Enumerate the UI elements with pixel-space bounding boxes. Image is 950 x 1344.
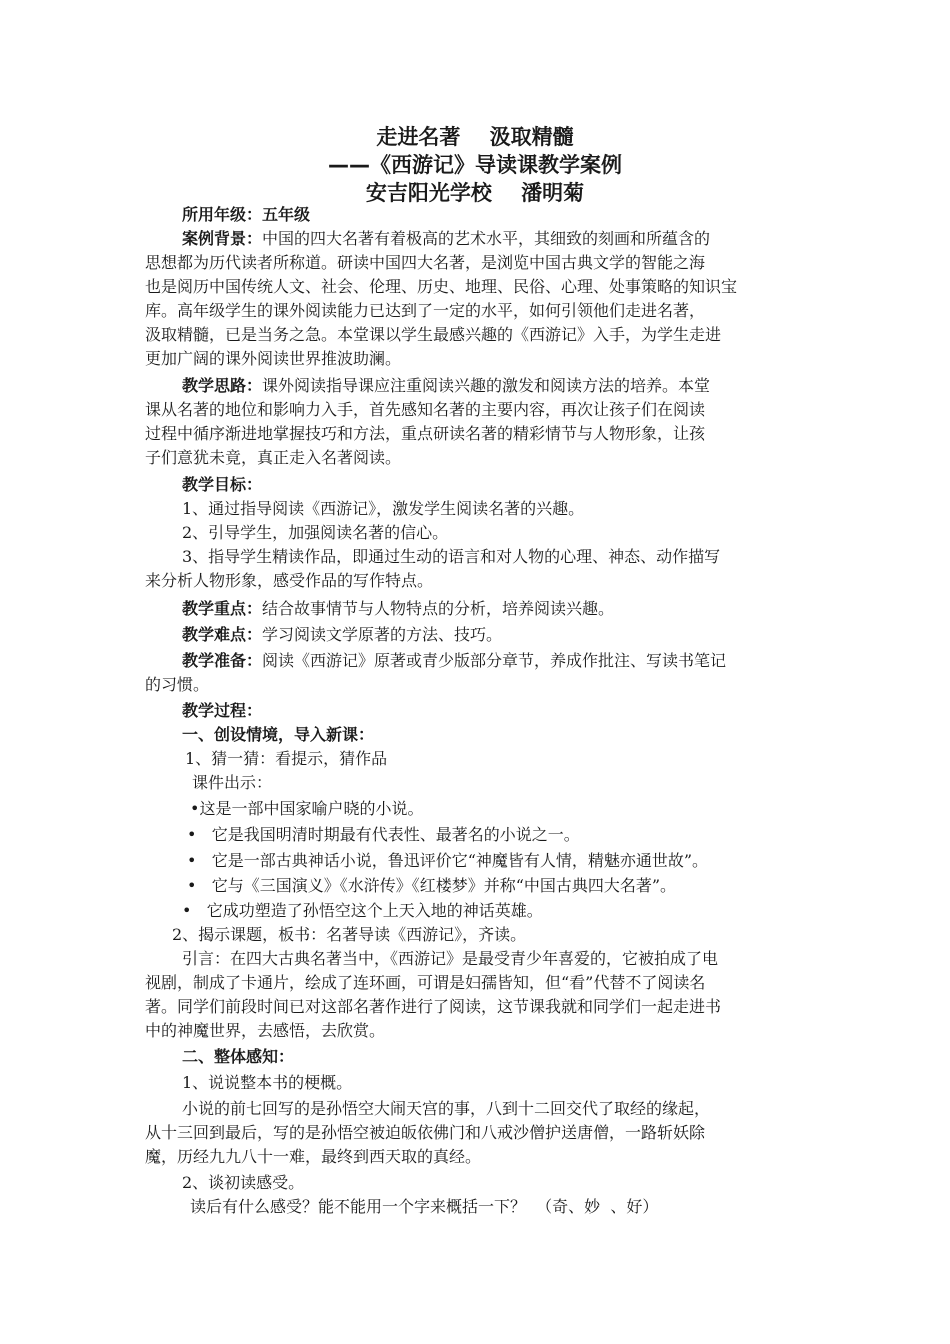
doc-subtitle: ——《西游记》导读课教学案例 xyxy=(328,153,622,177)
intro-line: 视剧，制成了卡通片，绘成了连环画，可谓是妇孺皆知，但“看”代替不了阅读名 xyxy=(145,973,706,992)
doc-author: 安吉阳光学校 潘明菊 xyxy=(365,181,585,205)
background-text: 中国的四大名著有着极高的艺术水平，其细致的刻画和所蕴含的 xyxy=(262,229,711,248)
guess-line: 1、猜一猜：看提示，猜作品 xyxy=(185,749,388,768)
goal-item: 1、通过指导阅读《西游记》，激发学生阅读名著的兴趣。 xyxy=(182,499,585,518)
goal-item: 3、指导学生精读作品，即通过生动的语言和对人物的心理、神态、动作描写 xyxy=(182,547,721,566)
bullet-item: •这是一部中国家喻户晓的小说。 xyxy=(190,799,424,818)
background-line: 思想都为历代读者所称道。研读中国四大名著，是浏览中国古典文学的智能之海 xyxy=(145,253,706,272)
prep-line: 的习惯。 xyxy=(145,675,210,694)
difficulty-label: 教学难点： xyxy=(182,625,263,644)
prep-label: 教学准备： xyxy=(182,651,263,670)
goals-label: 教学目标： xyxy=(182,475,263,494)
background-line: 更加广阔的课外阅读世界推波助澜。 xyxy=(145,349,402,368)
section-heading: 二、整体感知： xyxy=(182,1047,295,1066)
difficulty-text: 学习阅读文学原著的方法、技巧。 xyxy=(262,625,503,644)
intro-line: 引言：在四大古典名著当中，《西游记》是最受青少年喜爱的，它被拍成了电 xyxy=(182,949,719,968)
step-line: 2、谈初读感受。 xyxy=(182,1173,305,1192)
intro-line: 中的神魔世界，去感悟，去欣赏。 xyxy=(145,1021,386,1040)
background-label: 案例背景： xyxy=(182,229,263,248)
process-label: 教学过程： xyxy=(182,701,263,720)
approach-label: 教学思路： xyxy=(182,376,263,395)
grade-label: 所用年级：五年级 xyxy=(182,205,311,224)
courseware-line: 课件出示： xyxy=(192,773,273,792)
approach-line: 过程中循序渐进地掌握技巧和方法，重点研读名著的精彩情节与人物形象，让孩 xyxy=(145,424,706,443)
reveal-line: 2、揭示课题，板书：名著导读《西游记》，齐读。 xyxy=(172,925,527,944)
prep-text: 阅读《西游记》原著或青少版部分章节，养成作批注、写读书笔记 xyxy=(262,651,727,670)
background-line: 也是阅历中国传统人文、社会、伦理、历史、地理、民俗、心理、处事策略的知识宝 xyxy=(145,277,738,296)
focus-label: 教学重点： xyxy=(182,599,263,618)
difficulty-line xyxy=(182,623,502,647)
approach-line: 课从名著的地位和影响力入手，首先感知名著的主要内容，再次让孩子们在阅读 xyxy=(145,400,706,419)
bullet-item: • 它是我国明清时期最有代表性、最著名的小说之一。 xyxy=(187,825,580,844)
intro-line: 著。同学们前段时间已对这部名著作进行了阅读，这节课我就和同学们一起走进书 xyxy=(145,997,722,1016)
background-line xyxy=(182,227,710,251)
background-line: 库。高年级学生的课外阅读能力已达到了一定的水平，如何引领他们走进名著， xyxy=(145,301,706,320)
summary-line: 从十三回到最后，写的是孙悟空被迫皈依佛门和八戒沙僧护送唐僧，一路斩妖除 xyxy=(145,1123,706,1142)
approach-line xyxy=(182,374,710,398)
approach-line: 子们意犹未竟，真正走入名著阅读。 xyxy=(145,448,402,467)
background-line: 汲取精髓，已是当务之急。本堂课以学生最感兴趣的《西游记》入手，为学生走进 xyxy=(145,325,722,344)
focus-line xyxy=(182,597,614,621)
summary-line: 小说的前七回写的是孙悟空大闹天宫的事，八到十二回交代了取经的缘起， xyxy=(182,1099,711,1118)
question-line: 读后有什么感受？能不能用一个字来概括一下？ （奇、妙 、好） xyxy=(190,1197,659,1216)
doc-title: 走进名著 汲取精髓 xyxy=(376,125,574,149)
summary-line: 魔，历经九九八十一难，最终到西天取的真经。 xyxy=(145,1147,482,1166)
goal-item: 2、引导学生，加强阅读名著的信心。 xyxy=(182,523,449,542)
step-line: 1、说说整本书的梗概。 xyxy=(182,1073,353,1092)
section-heading: 一、创设情境，导入新课： xyxy=(182,725,375,744)
bullet-item: • 它成功塑造了孙悟空这个上天入地的神话英雄。 xyxy=(182,901,543,920)
goal-item: 来分析人物形象，感受作品的写作特点。 xyxy=(145,571,434,590)
bullet-item: • 它与《三国演义》《水浒传》《红楼梦》并称“中国古典四大名著”。 xyxy=(187,876,677,895)
bullet-item: • 它是一部古典神话小说，鲁迅评价它“神魔皆有人情，精魅亦通世故”。 xyxy=(187,851,709,870)
approach-text: 课外阅读指导课应注重阅读兴趣的激发和阅读方法的培养。本堂 xyxy=(262,376,711,395)
prep-line xyxy=(182,649,726,673)
focus-text: 结合故事情节与人物特点的分析，培养阅读兴趣。 xyxy=(262,599,615,618)
